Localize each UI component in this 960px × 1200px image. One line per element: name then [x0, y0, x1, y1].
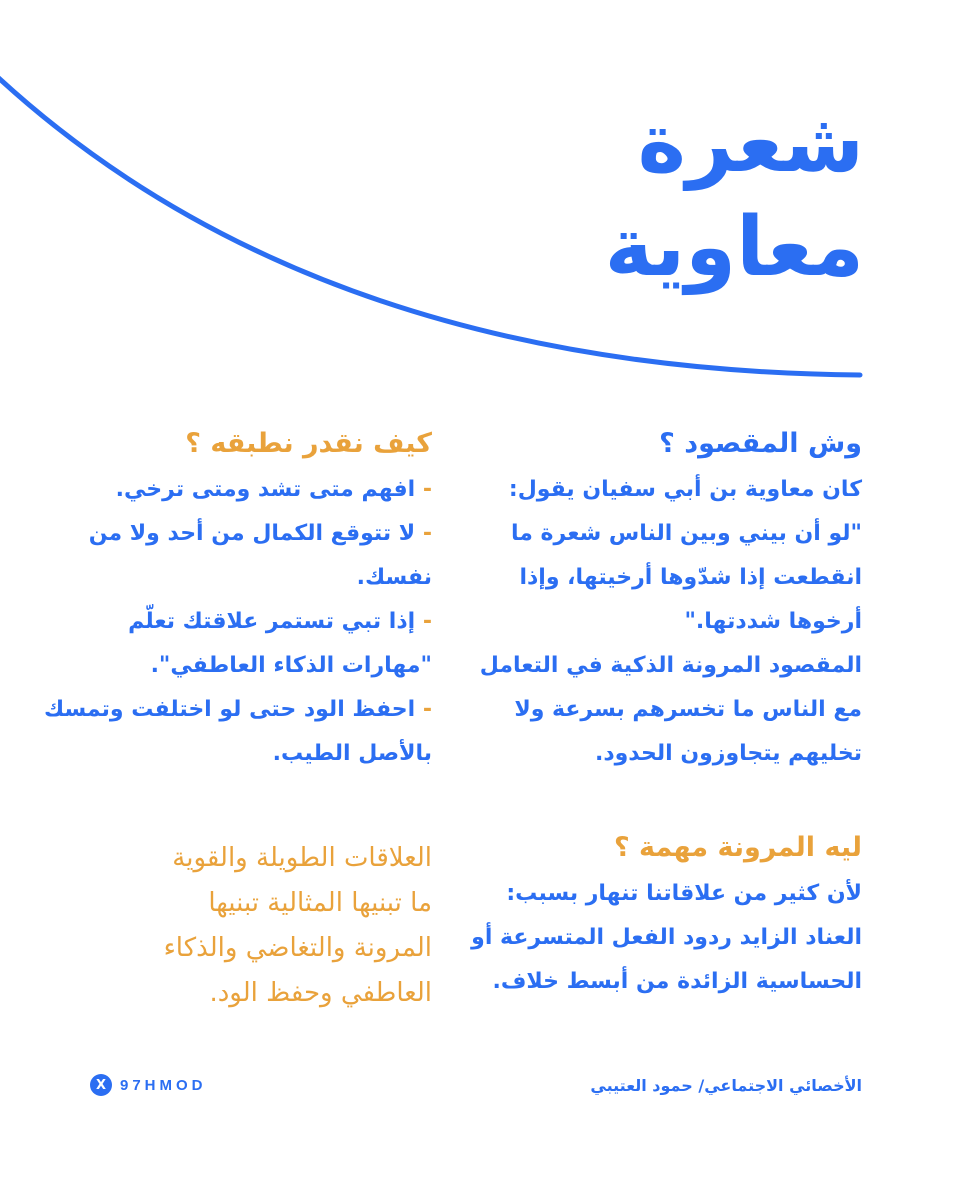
apply-item-continuation: "مهارات الذكاء العاطفي". [150, 653, 432, 678]
apply-item [82, 468, 432, 512]
why-heading: ليه المرونة مهمة ؟ [614, 832, 862, 863]
apply-heading: كيف نقدر نطبقه ؟ [185, 428, 432, 459]
meaning-line: كان معاوية بن أبي سفيان يقول: [508, 477, 862, 502]
why-line: لأن كثير من علاقاتنا تنهار بسبب: [506, 881, 862, 906]
apply-item-text: افهم متى تشد ومتى ترخي. [115, 477, 416, 502]
bullet-dash: - [422, 697, 432, 722]
meaning-line: "لو أن بيني وبين الناس شعرة ما [511, 521, 862, 546]
x-logo-icon: X [90, 1074, 112, 1096]
quote-line: العاطفي وحفظ الود. [209, 978, 432, 1008]
why-section [471, 828, 862, 1004]
author-credit: الأخصائي الاجتماعي/ حمود العتيبي [590, 1076, 862, 1095]
handle-text: 97HMOD [120, 1076, 207, 1094]
why-line: العناد الزايد ردود الفعل المتسرعة أو [471, 925, 862, 950]
apply-item [44, 688, 432, 732]
meaning-line: المقصود المرونة الذكية في التعامل [479, 653, 862, 678]
apply-item-continuation: بالأصل الطيب. [272, 741, 432, 766]
title-line-2: معاوية [604, 200, 864, 295]
apply-item [82, 600, 432, 644]
why-line: الحساسية الزائدة من أبسط خلاف. [492, 969, 862, 994]
social-handle[interactable] [90, 1074, 207, 1096]
meaning-heading: وش المقصود ؟ [659, 428, 862, 459]
apply-item-continuation: نفسك. [356, 565, 432, 590]
meaning-line: تخليهم يتجاوزون الحدود. [594, 741, 862, 766]
meaning-line: انقطعت إذا شدّوها أرخيتها، وإذا [519, 565, 862, 590]
apply-section [44, 424, 432, 776]
page-title [605, 92, 864, 300]
quote-line: العلاقات الطويلة والقوية [172, 843, 432, 873]
quote-line: ما تبنيها المثالية تبنيها [208, 888, 432, 918]
meaning-line: أرخوها شددتها." [684, 609, 862, 634]
apply-item [82, 512, 432, 556]
bullet-dash: - [422, 609, 432, 634]
quote-line: المرونة والتغاضي والذكاء [163, 933, 432, 963]
title-line-1: شعرة [637, 96, 864, 191]
apply-item-text: لا تتوقع الكمال من أحد ولا من [88, 521, 416, 546]
meaning-line: مع الناس ما تخسرهم بسرعة ولا [514, 697, 862, 722]
apply-item-text: إذا تبي تستمر علاقتك تعلّم [128, 609, 416, 634]
meaning-section [479, 424, 862, 776]
bullet-dash: - [422, 477, 432, 502]
quote-section [82, 836, 432, 1016]
bullet-dash: - [422, 521, 432, 546]
apply-item-text: احفظ الود حتى لو اختلفت وتمسك [44, 697, 416, 722]
